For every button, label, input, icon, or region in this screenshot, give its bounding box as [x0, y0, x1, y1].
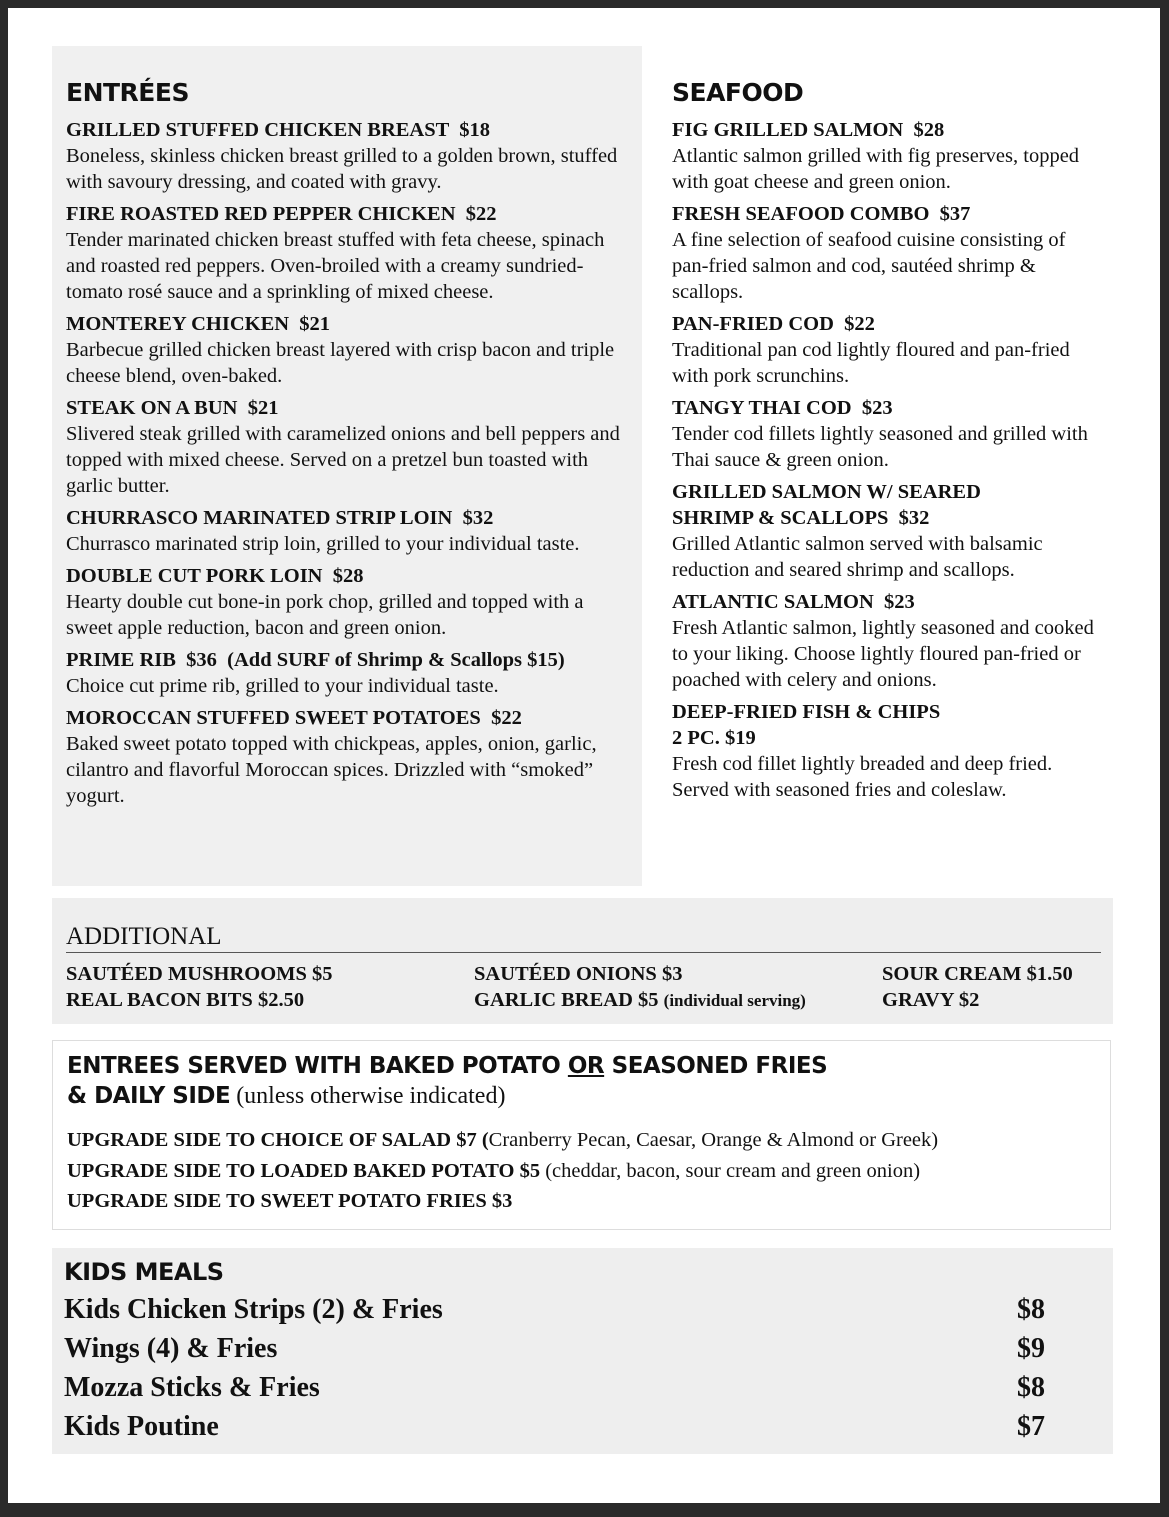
item-name: MOROCCAN STUFFED SWEET POTATOES $22	[66, 707, 522, 729]
item-name: GRILLED STUFFED CHICKEN BREAST $18	[66, 119, 490, 141]
upgrade-list	[67, 1125, 1096, 1217]
item-description: Baked sweet potato topped with chickpeas, apples, onion, garlic, cilantro and flavorful Moroccan spices. Drizzled with “smoked” yogurt.	[66, 733, 597, 807]
kids-meal-row	[64, 1329, 1045, 1368]
sides-heading-note: (unless otherwise indicated)	[230, 1083, 506, 1109]
item-description: Slivered steak grilled with caramelized onions and bell peppers and topped with mixed cheese. Served on a pretzel bun toasted with garlic butter.	[66, 423, 620, 497]
item-name: CHURRASCO MARINATED STRIP LOIN $32	[66, 507, 494, 529]
menu-item	[66, 705, 628, 809]
kids-meal-name: Mozza Sticks & Fries	[64, 1372, 320, 1403]
kids-meal-name: Kids Chicken Strips (2) & Fries	[64, 1294, 443, 1325]
entrees-title: ENTRÉES	[66, 78, 189, 107]
item-description: Hearty double cut bone-in pork chop, grilled and topped with a sweet apple reduction, bacon and green onion.	[66, 591, 584, 639]
kids-meal-row	[64, 1407, 1045, 1446]
kids-meal-name: Kids Poutine	[64, 1411, 219, 1442]
item-description: Tender marinated chicken breast stuffed with feta cheese, spinach and roasted red peppers. Oven-broiled with a creamy sundried-tomato rosé sauce and a sprinkling of mixed cheese.	[66, 229, 605, 303]
item-name: DEEP-FRIED FISH & CHIPS 2 PC. $19	[672, 701, 941, 749]
item-name: PRIME RIB $36 (Add SURF of Shrimp & Scallops $15)	[66, 649, 565, 671]
serving-note: (individual serving)	[663, 991, 806, 1010]
additional-item-label: GARLIC BREAD $5	[474, 989, 659, 1011]
item-description: Fresh cod fillet lightly breaded and deep fried. Served with seasoned fries and coleslaw.	[672, 753, 1053, 801]
item-name: PAN-FRIED COD $22	[672, 313, 875, 335]
kids-meal-price: $7	[1017, 1411, 1045, 1442]
menu-page	[8, 8, 1160, 1503]
item-description: Barbecue grilled chicken breast layered with crisp bacon and triple cheese blend, oven-baked.	[66, 339, 615, 387]
additional-column	[474, 961, 882, 1014]
seafood-title: SEAFOOD	[672, 78, 804, 107]
kids-meal-price: $9	[1017, 1333, 1045, 1364]
item-name: FIRE ROASTED RED PEPPER CHICKEN $22	[66, 203, 497, 225]
upgrade-item	[67, 1186, 1096, 1217]
additional-column	[882, 961, 1101, 1014]
item-name: ATLANTIC SALMON $23	[672, 591, 915, 613]
additional-column	[66, 961, 474, 1014]
menu-item	[66, 201, 628, 305]
item-description: Churrasco marinated strip loin, grilled to your individual taste.	[66, 533, 580, 555]
kids-meal-price: $8	[1017, 1372, 1045, 1403]
item-name: TANGY THAI COD $23	[672, 397, 893, 419]
upgrade-note: (cheddar, bacon, sour cream and green onion)	[540, 1159, 921, 1182]
additional-item: REAL BACON BITS $2.50	[66, 989, 305, 1011]
additional-grid	[66, 961, 1101, 1014]
menu-item	[672, 395, 1104, 473]
sides-heading-part: ENTREES SERVED WITH BAKED POTATO	[67, 1053, 568, 1079]
menu-item	[66, 563, 628, 641]
item-name: GRILLED SALMON W/ SEARED SHRIMP & SCALLOPS $32	[672, 481, 981, 529]
upgrade-label: UPGRADE SIDE TO CHOICE OF SALAD $7 (	[67, 1129, 489, 1151]
sides-heading-part: SEASONED FRIES	[604, 1053, 828, 1079]
menu-item	[672, 117, 1104, 195]
kids-meal-name: Wings (4) & Fries	[64, 1333, 278, 1364]
sides-section	[52, 1040, 1111, 1230]
additional-item: SOUR CREAM $1.50	[882, 963, 1073, 985]
kids-meal-row	[64, 1290, 1045, 1329]
entrees-section	[52, 46, 642, 886]
menu-item	[672, 479, 1104, 583]
item-description: Choice cut prime rib, grilled to your individual taste.	[66, 675, 499, 697]
item-description: Traditional pan cod lightly floured and pan-fried with pork scrunchins.	[672, 339, 1070, 387]
item-name: FIG GRILLED SALMON $28	[672, 119, 945, 141]
menu-item	[66, 311, 628, 389]
menu-item	[672, 589, 1104, 693]
menu-item	[672, 699, 1104, 803]
upgrade-label: UPGRADE SIDE TO LOADED BAKED POTATO $5	[67, 1159, 541, 1182]
item-name: STEAK ON A BUN $21	[66, 397, 279, 419]
additional-item: SAUTÉED ONIONS $3	[474, 963, 683, 985]
menu-item	[66, 395, 628, 499]
menu-item	[66, 647, 628, 699]
item-description: Atlantic salmon grilled with fig preserves, topped with goat cheese and green onion.	[672, 145, 1080, 193]
kids-meals-title: KIDS MEALS	[64, 1258, 224, 1286]
seafood-section	[658, 46, 1118, 809]
additional-title: ADDITIONAL	[66, 922, 1101, 953]
upgrade-note: Cranberry Pecan, Caesar, Orange & Almond or Greek)	[488, 1129, 939, 1151]
item-description: A fine selection of seafood cuisine consisting of pan-fried salmon and cod, sautéed shrimp & scallops.	[672, 229, 1066, 303]
item-description: Tender cod fillets lightly seasoned and grilled with Thai sauce & green onion.	[672, 423, 1088, 471]
additional-item	[474, 987, 882, 1014]
kids-meals-section	[52, 1248, 1113, 1454]
upgrade-item	[67, 1125, 1096, 1156]
additional-item: GRAVY $2	[882, 989, 980, 1011]
kids-meal-price: $8	[1017, 1294, 1045, 1325]
upgrade-label: UPGRADE SIDE TO SWEET POTATO FRIES $3	[67, 1190, 513, 1212]
menu-item	[66, 505, 628, 557]
kids-meal-row	[64, 1368, 1045, 1407]
sides-heading	[67, 1051, 1096, 1111]
menu-item	[672, 201, 1104, 305]
menu-item	[672, 311, 1104, 389]
additional-section	[52, 898, 1113, 1024]
item-description: Fresh Atlantic salmon, lightly seasoned and cooked to your liking. Choose lightly floured pan-fried or poached with celery and onions.	[672, 617, 1094, 691]
additional-item: SAUTÉED MUSHROOMS $5	[66, 963, 333, 985]
item-name: FRESH SEAFOOD COMBO $37	[672, 203, 971, 225]
item-name: MONTEREY CHICKEN $21	[66, 313, 331, 335]
sides-heading-line2: & DAILY SIDE	[67, 1083, 231, 1109]
menu-item	[66, 117, 628, 195]
item-name: DOUBLE CUT PORK LOIN $28	[66, 565, 364, 587]
sides-heading-or: OR	[567, 1053, 605, 1079]
item-description: Boneless, skinless chicken breast grilled to a golden brown, stuffed with savoury dressing, and coated with gravy.	[66, 145, 618, 193]
item-description: Grilled Atlantic salmon served with balsamic reduction and seared shrimp and scallops.	[672, 533, 1043, 581]
upgrade-item	[67, 1156, 1096, 1187]
